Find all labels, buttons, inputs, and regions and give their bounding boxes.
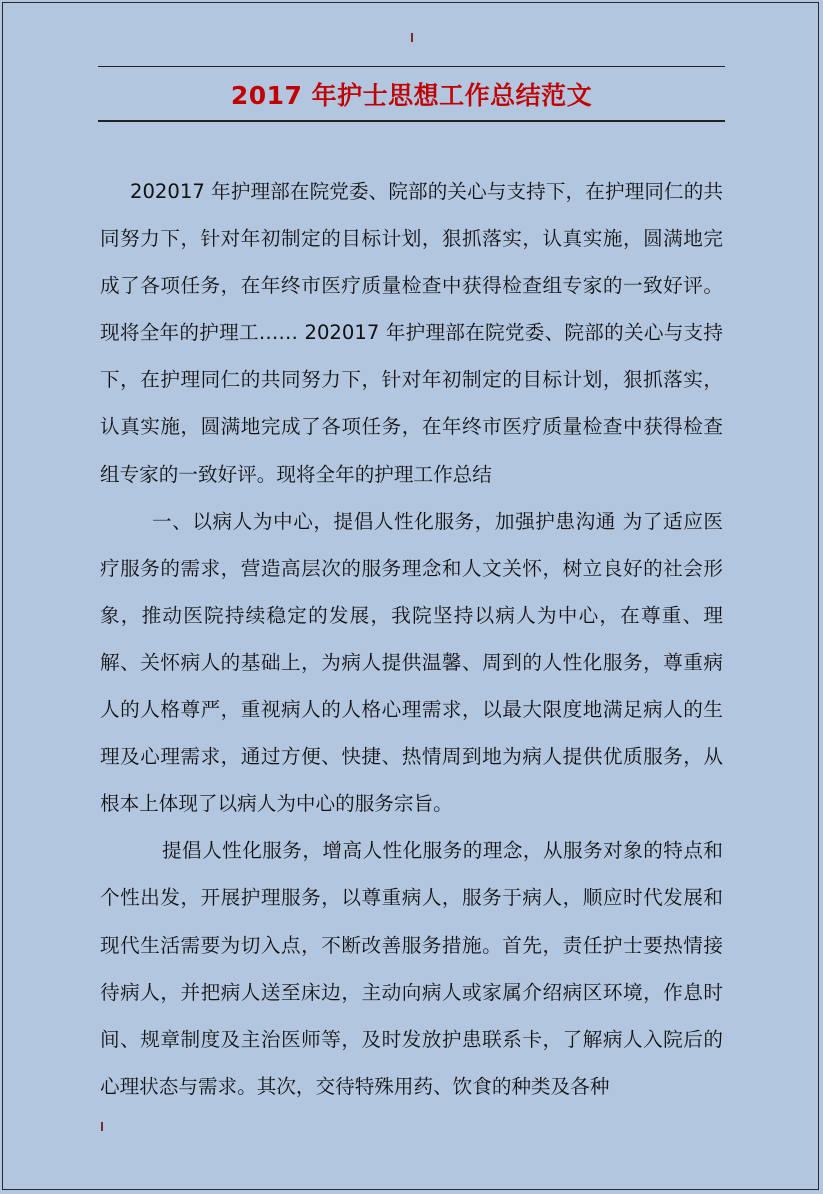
paragraph-1: 202017 年护理部在院党委、院部的关心与支持下，在护理同仁的共同努力下，针对年初制定的目标计划，狠抓落实，认真实施，圆满地完成了各项任务，在年终市医疗质量检查中获得检查组专家的一致好评。现将全年的护理工…… 202017 年护理部在院党委、院部的关心与支持下，在护理同仁的共同努力下，针对年初制定的目标计划，狠抓落实，认真实施，圆满地完成了各项任务，在年终市医疗质量检查中获得检查组专家的一致好评。现将全年的护理工作总结 [100, 180, 723, 486]
title-rule-bottom [98, 120, 725, 122]
top-margin-mark [411, 33, 413, 42]
paragraph-3: 提倡人性化服务，增高人性化服务的理念，从服务对象的特点和个性出发，开展护理服务，以尊重病人，服务于病人，顺应时代发展和现代生活需要为切入点，不断改善服务措施。首先，责任护士要热情接待病人，并把病人送至床边，主动向病人或家属介绍病区环境，作息时间、规章制度及主治医师等，及时发放护患联系卡，了解病人入院后的心理状态与需求。其次，交待特殊用药、饮食的种类及各种 [100, 839, 723, 1098]
title-rule-top [98, 66, 725, 67]
document-body [100, 168, 723, 1110]
paragraph-2: 一、以病人为中心，提倡人性化服务，加强护患沟通 为了适应医疗服务的需求，营造高层次的服务理念和人文关怀，树立良好的社会形象，推动医院持续稳定的发展，我院坚持以病人为中心，在尊重、理解、关怀病人的基础上，为病人提供温馨、周到的人性化服务，尊重病人的人格尊严，重视病人的人格心理需求，以最大限度地满足病人的生理及心理需求，通过方便、快捷、热情周到地为病人提供优质服务，从根本上体现了以病人为中心的服务宗旨。 [100, 509, 723, 816]
document-title: 2017 年护士思想工作总结范文 [230, 81, 593, 110]
bottom-margin-mark [101, 1122, 103, 1131]
